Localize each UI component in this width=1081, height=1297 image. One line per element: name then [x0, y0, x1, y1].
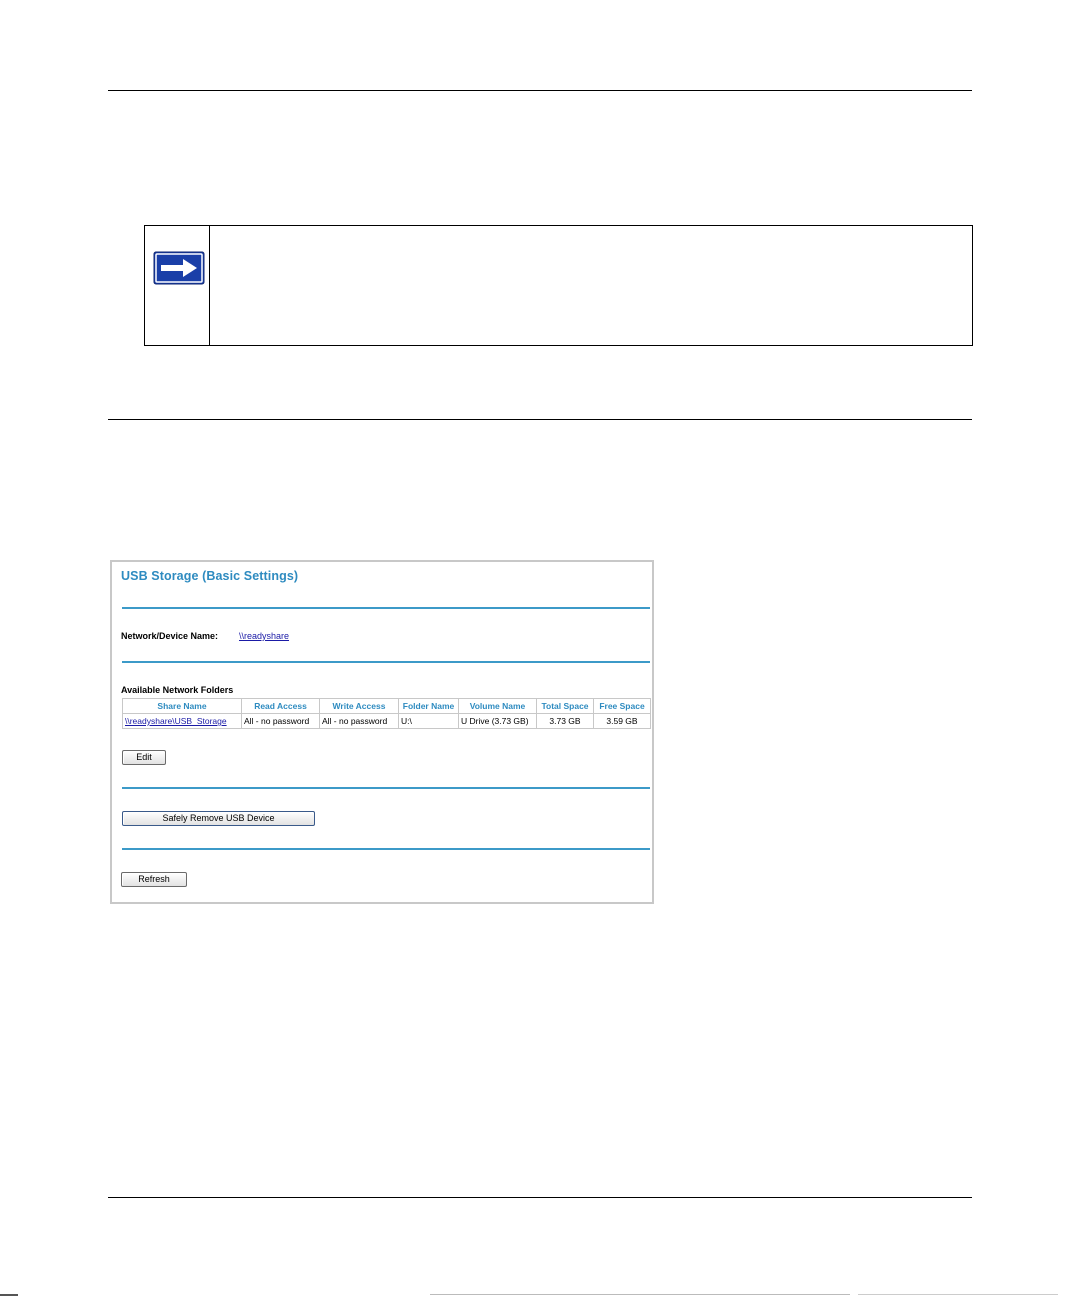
- folders-table: [122, 698, 651, 729]
- read-access-cell: All - no password: [242, 714, 320, 729]
- network-device-label: Network/Device Name:: [121, 631, 219, 641]
- note-box: [144, 225, 973, 346]
- section-divider: [122, 607, 650, 609]
- arrow-right-icon: [153, 251, 205, 285]
- column-header-total-space: Total Space: [537, 699, 594, 714]
- network-device-link[interactable]: \\readyshare: [239, 631, 290, 641]
- folder-name-cell: U:\: [399, 714, 459, 729]
- free-space-cell: 3.59 GB: [594, 714, 651, 729]
- section-divider: [122, 661, 650, 663]
- column-header-free-space: Free Space: [594, 699, 651, 714]
- section-rule: [108, 419, 972, 420]
- header-rule: [108, 90, 972, 91]
- volume-name-cell: U Drive (3.73 GB): [459, 714, 537, 729]
- total-space-cell: 3.73 GB: [537, 714, 594, 729]
- section-divider: [122, 787, 650, 789]
- safely-remove-usb-button[interactable]: Safely Remove USB Device: [122, 811, 315, 826]
- edit-button[interactable]: Edit: [122, 750, 166, 765]
- refresh-button[interactable]: Refresh: [121, 872, 187, 887]
- note-icon-column: [145, 226, 210, 345]
- bottom-edge-marks: [0, 1293, 1081, 1297]
- write-access-cell: All - no password: [320, 714, 399, 729]
- table-row: [123, 714, 651, 729]
- column-header-folder-name: Folder Name: [399, 699, 459, 714]
- usb-storage-panel: [110, 560, 654, 904]
- table-header-row: [123, 699, 651, 714]
- share-name-link[interactable]: \\readyshare\USB_Storage: [123, 714, 242, 729]
- footer-rule: [108, 1197, 972, 1198]
- folders-heading: Available Network Folders: [121, 685, 234, 695]
- panel-title: USB Storage (Basic Settings): [121, 569, 299, 583]
- column-header-write-access: Write Access: [320, 699, 399, 714]
- column-header-share-name: Share Name: [123, 699, 242, 714]
- column-header-volume-name: Volume Name: [459, 699, 537, 714]
- column-header-read-access: Read Access: [242, 699, 320, 714]
- section-divider: [122, 848, 650, 850]
